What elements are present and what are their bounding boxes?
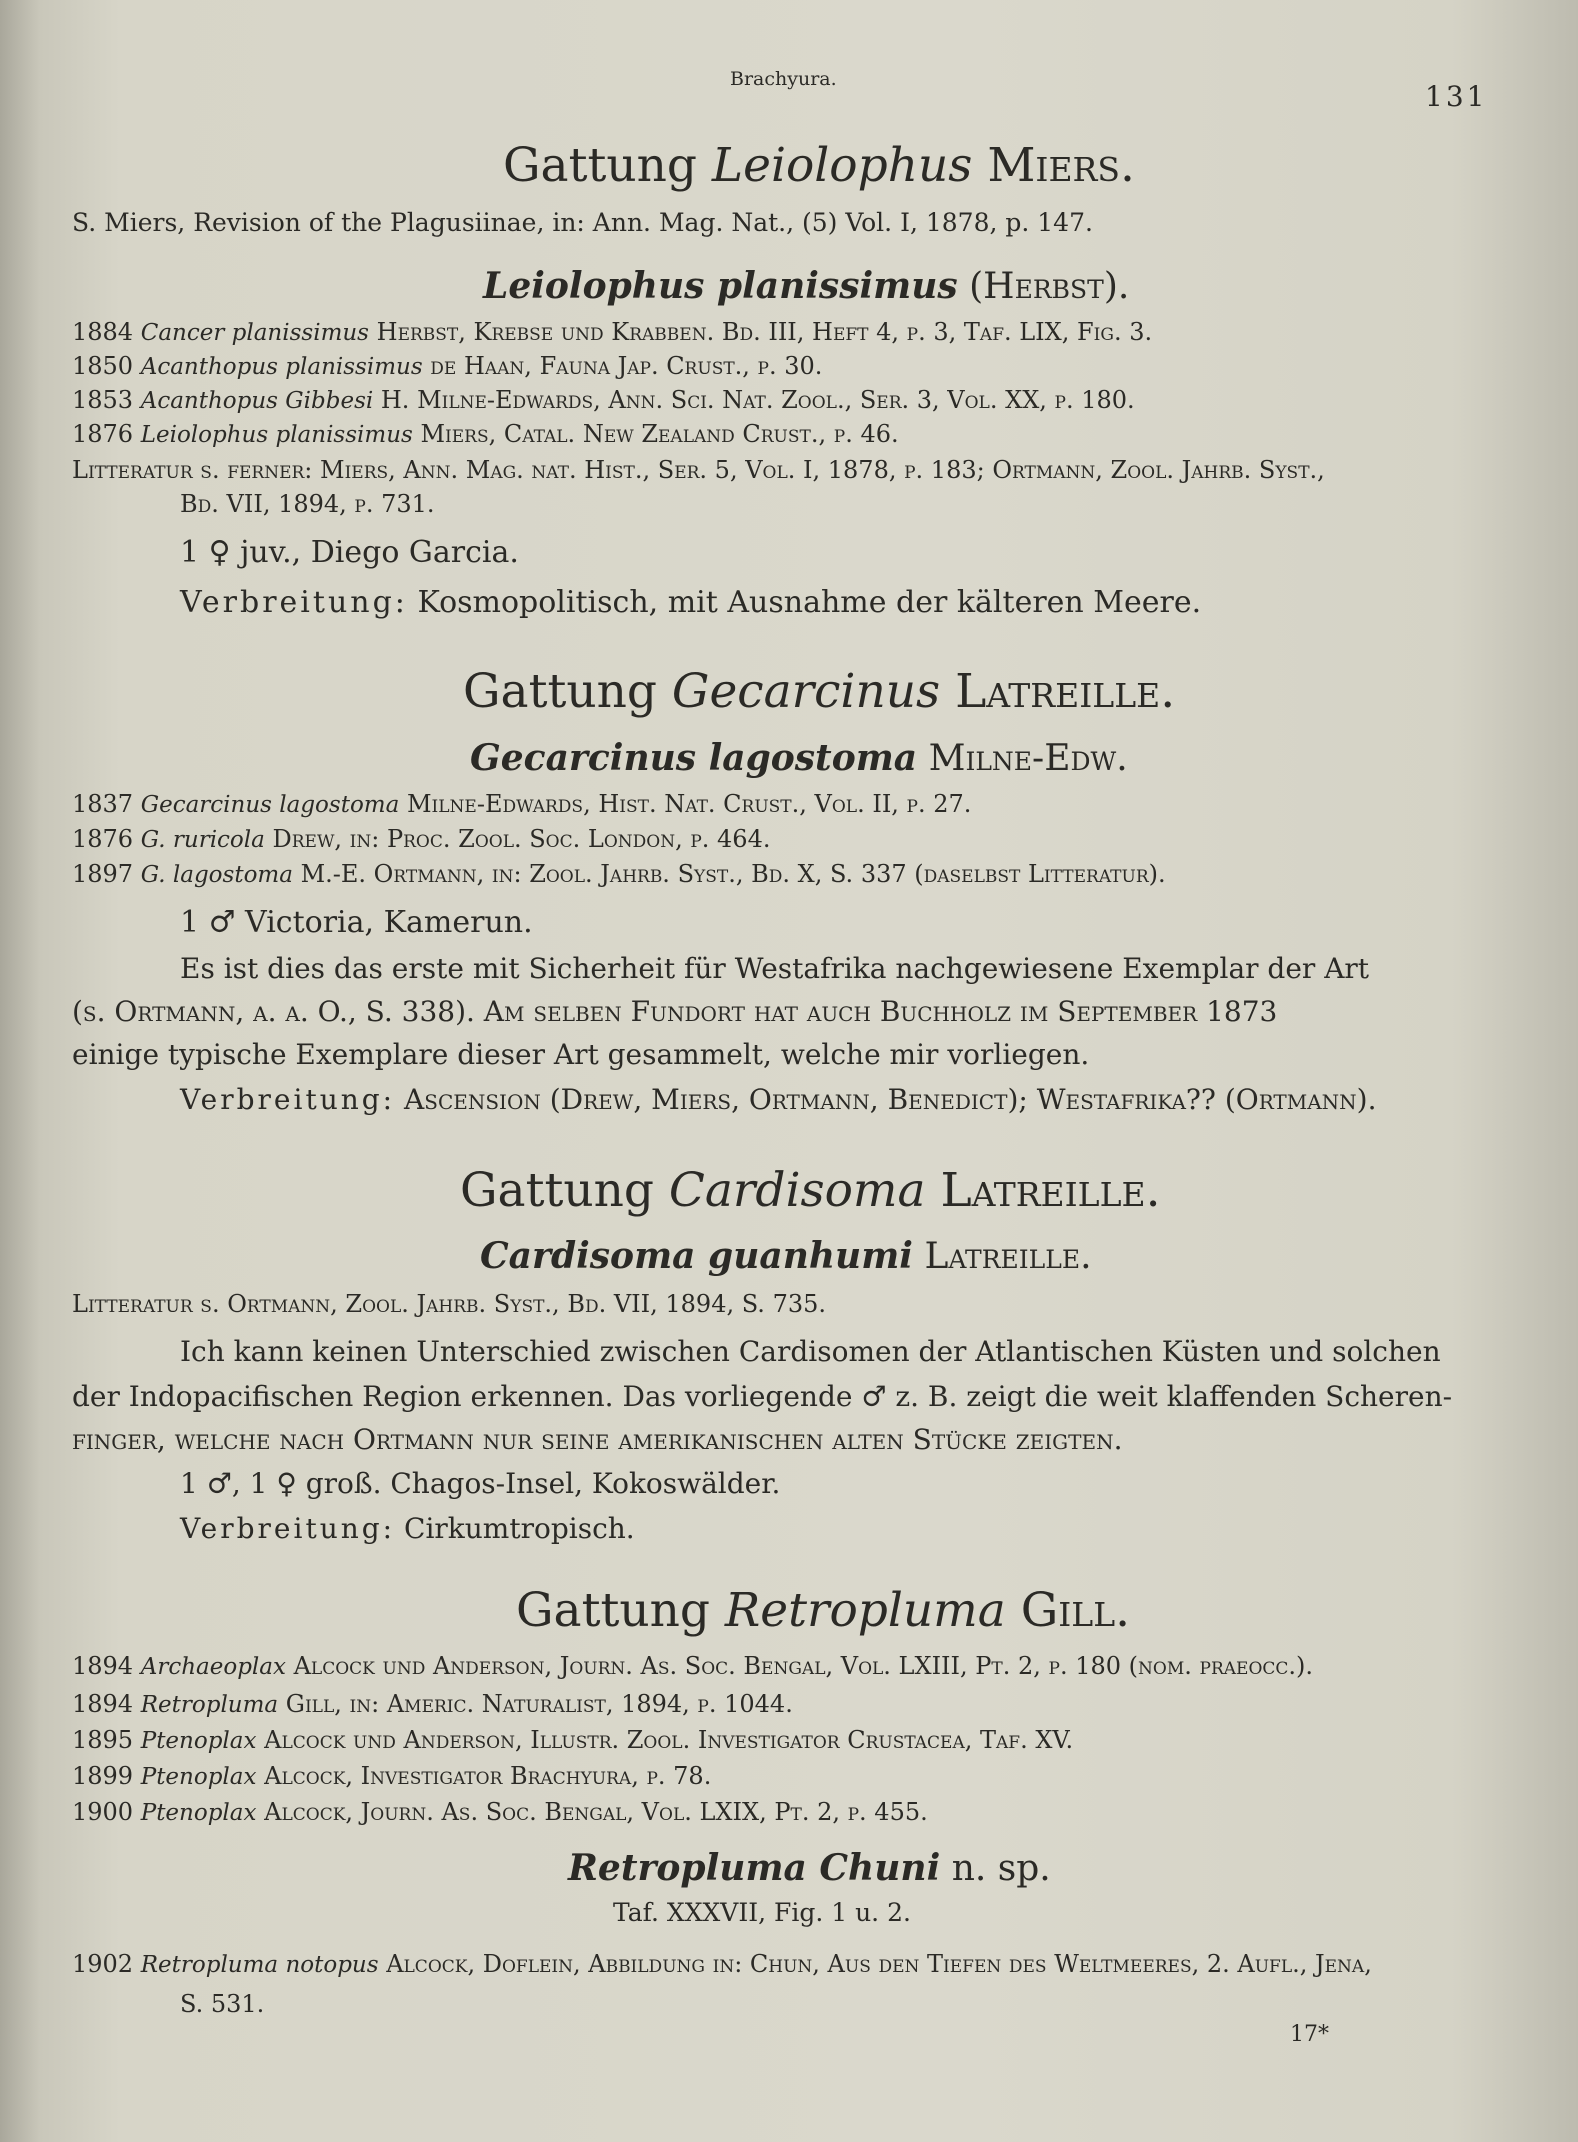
species-heading bbox=[480, 1235, 1092, 1277]
paragraph-line: Ich kann keinen Unterschied zwischen Cardisomen der Atlantischen Küsten und solchen bbox=[180, 1335, 1441, 1368]
distribution-label: Verbreitung: bbox=[180, 1083, 396, 1116]
synonymy-entry: 1897 G. lagostoma M.-E. Ortmann, in: Zool. Jahrb. Syst., Bd. X, S. 337 (daselbst Litteratur). bbox=[72, 860, 1166, 888]
paragraph-line: (s. Ortmann, a. a. O., S. 338). Am selben Fundort hat auch Buchholz im September 1873 bbox=[72, 995, 1278, 1028]
genus-name: Leiolophus bbox=[711, 138, 973, 193]
genus-author: Gill. bbox=[1020, 1583, 1131, 1638]
synonymy-entry: 1894 Archaeoplax Alcock und Anderson, Journ. As. Soc. Bengal, Vol. LXIII, Pt. 2, p. 180 (nom. praeocc.). bbox=[72, 1652, 1314, 1680]
synonymy-entry: 1876 G. ruricola Drew, in: Proc. Zool. Soc. London, p. 464. bbox=[72, 825, 771, 853]
distribution-line: Verbreitung: Ascension (Drew, Miers, Ortmann, Benedict); Westafrika?? (Ortmann). bbox=[180, 1083, 1377, 1116]
paragraph-line: der Indopacifischen Region erkennen. Das vorliegende ♂ z. B. zeigt die weit klaffenden Scheren- bbox=[72, 1380, 1453, 1413]
genus-reference: S. Miers, Revision of the Plagusiinae, in: Ann. Mag. Nat., (5) Vol. I, 1878, p. 147. bbox=[72, 208, 1093, 237]
genus-author: Latreille. bbox=[955, 664, 1176, 719]
synonymy-entry: 1837 Gecarcinus lagostoma Milne-Edwards, Hist. Nat. Crust., Vol. II, p. 27. bbox=[72, 790, 972, 818]
distribution-line: Verbreitung: Kosmopolitisch, mit Ausnahme der kälteren Meere. bbox=[180, 585, 1202, 620]
synonymy-entry: 1894 Retropluma Gill, in: Americ. Naturalist, 1894, p. 1044. bbox=[72, 1690, 793, 1718]
literature-note: Litteratur s. Ortmann, Zool. Jahrb. Syst., Bd. VII, 1894, S. 735. bbox=[72, 1290, 827, 1318]
paragraph-line: finger, welche nach Ortmann nur seine amerikanischen alten Stücke zeigten. bbox=[72, 1423, 1123, 1456]
species-heading bbox=[483, 265, 1129, 307]
synonymy-entry: 1900 Ptenoplax Alcock, Journ. As. Soc. Bengal, Vol. LXIX, Pt. 2, p. 455. bbox=[72, 1798, 928, 1826]
species-name: Gecarcinus lagostoma bbox=[470, 737, 918, 779]
genus-author: Miers. bbox=[987, 138, 1135, 193]
genus-heading: Gattung Gecarcinus Latreille. bbox=[463, 664, 1176, 719]
signature-mark: 17* bbox=[1290, 2022, 1329, 2047]
species-heading bbox=[470, 737, 1128, 779]
genus-heading: Gattung Retropluma Gill. bbox=[516, 1583, 1131, 1638]
synonymy-entry-cont: S. 531. bbox=[180, 1990, 265, 2018]
species-author: Milne-Edw. bbox=[928, 738, 1128, 779]
genus-heading: Gattung Cardisoma Latreille. bbox=[460, 1163, 1161, 1218]
synonymy-entry: 1853 Acanthopus Gibbesi H. Milne-Edwards, Ann. Sci. Nat. Zool., Ser. 3, Vol. XX, p. 180. bbox=[72, 386, 1135, 414]
distribution-label: Verbreitung: bbox=[180, 585, 408, 620]
paragraph-line: einige typische Exemplare dieser Art gesammelt, welche mir vorliegen. bbox=[72, 1038, 1090, 1071]
plate-reference: Taf. XXXVII, Fig. 1 u. 2. bbox=[613, 1898, 911, 1927]
species-author: Latreille. bbox=[924, 1236, 1092, 1277]
species-heading bbox=[568, 1847, 1051, 1889]
synonymy-entry: 1850 Acanthopus planissimus de Haan, Fauna Jap. Crust., p. 30. bbox=[72, 352, 823, 380]
synonymy-entry: 1902 Retropluma notopus Alcock, Doflein, Abbildung in: Chun, Aus den Tiefen des Weltmeeres, 2. Aufl., Jena, bbox=[72, 1950, 1372, 1978]
synonymy-entry: 1895 Ptenoplax Alcock und Anderson, Illustr. Zool. Investigator Crustacea, Taf. XV. bbox=[72, 1726, 1074, 1754]
species-name: Cardisoma guanhumi bbox=[480, 1235, 913, 1277]
specimen-line: 1 ♂, 1 ♀ groß. Chagos-Insel, Kokoswälder. bbox=[180, 1467, 781, 1500]
synonymy-entry: 1876 Leiolophus planissimus Miers, Catal. New Zealand Crust., p. 46. bbox=[72, 420, 899, 448]
synonymy-entry: 1884 Cancer planissimus Herbst, Krebse und Krabben. Bd. III, Heft 4, p. 3, Taf. LIX, Fig. 3. bbox=[72, 318, 1153, 346]
genus-author: Latreille. bbox=[940, 1163, 1161, 1218]
paragraph-line: Es ist dies das erste mit Sicherheit für Westafrika nachgewiesene Exemplar der Art bbox=[180, 952, 1370, 985]
genus-name: Gecarcinus bbox=[671, 664, 941, 719]
synonymy-entry: 1899 Ptenoplax Alcock, Investigator Brachyura, p. 78. bbox=[72, 1762, 712, 1790]
genus-heading: Gattung Leiolophus Miers. bbox=[503, 138, 1135, 193]
specimen-line: 1 ♂ Victoria, Kamerun. bbox=[180, 905, 533, 940]
page-number: 131 bbox=[1425, 80, 1488, 113]
literature-note-cont: Bd. VII, 1894, p. 731. bbox=[180, 490, 435, 518]
species-name: Leiolophus planissimus bbox=[483, 265, 958, 307]
species-author: n. sp. bbox=[951, 1848, 1051, 1889]
specimen-line: 1 ♀ juv., Diego Garcia. bbox=[180, 535, 519, 570]
literature-note: Litteratur s. ferner: Miers, Ann. Mag. nat. Hist., Ser. 5, Vol. I, 1878, p. 183; Ortmann, Zool. Jahrb. Syst., bbox=[72, 456, 1325, 484]
distribution-line: Verbreitung: Cirkumtropisch. bbox=[180, 1512, 635, 1545]
distribution-label: Verbreitung: bbox=[180, 1512, 396, 1545]
running-title: Brachyura. bbox=[730, 68, 837, 90]
species-name: Retropluma Chuni bbox=[568, 1847, 941, 1889]
species-author: (Herbst). bbox=[969, 266, 1130, 307]
genus-name: Cardisoma bbox=[668, 1163, 926, 1218]
genus-name: Retropluma bbox=[724, 1583, 1006, 1638]
